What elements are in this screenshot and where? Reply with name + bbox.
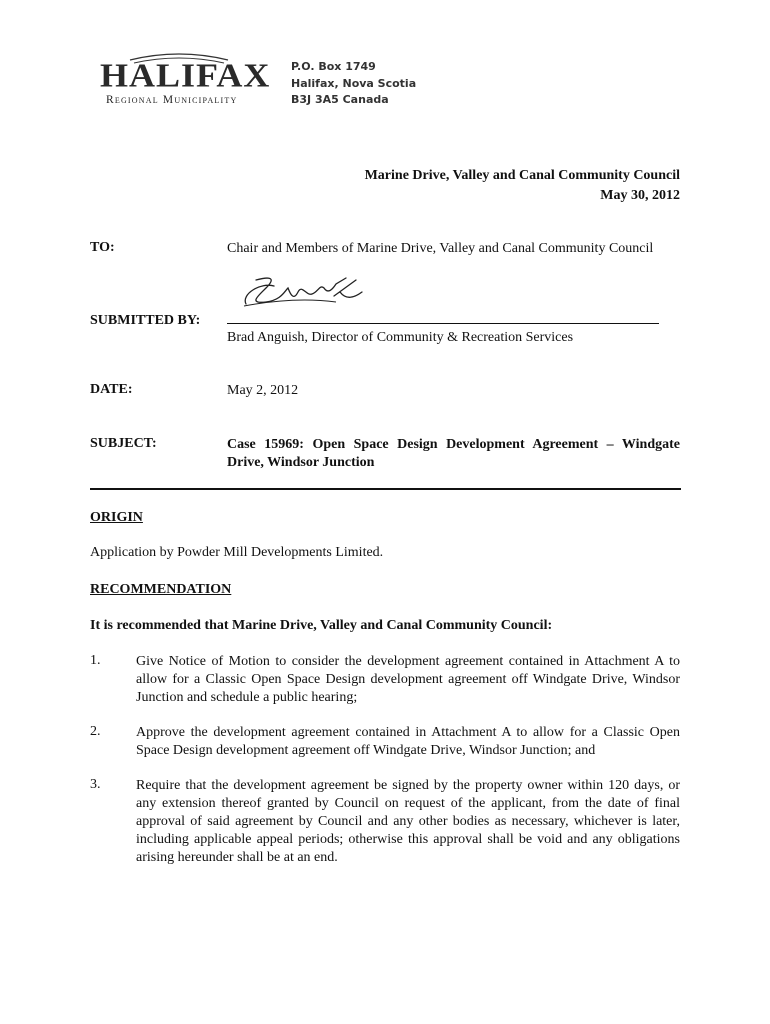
subject-value: Case 15969: Open Space Design Development Agreement – Windgate Drive, Windsor Junction [227,437,680,470]
header-divider [90,488,681,490]
origin-heading: ORIGIN [90,510,143,525]
logo-subtitle: Regional Municipality [106,94,238,106]
list-item-number: 1. [90,653,101,668]
list-item: Give Notice of Motion to consider the development agreement contained in Attachment A to allow for a Classic Open Space Design development agreement off Windgate Drive, Windsor Junction and schedule a public hearing; [136,654,680,705]
list-item: Approve the development agreement contained in Attachment A to allow for a Classic Open Space Design development agreement off Windgate Drive, Windsor Junction; and [136,725,680,758]
recommendation-heading: RECOMMENDATION [90,582,232,597]
signature-image [236,274,366,314]
meeting-date: May 30, 2012 [600,188,680,203]
to-label: TO: [90,240,115,255]
council-name: Marine Drive, Valley and Canal Community Council [364,168,680,183]
logo-wordmark: HALIFAX [100,56,271,94]
list-item-number: 3. [90,777,101,792]
to-value: Chair and Members of Marine Drive, Valley and Canal Community Council [227,241,654,256]
date-label: DATE: [90,382,133,397]
signature-line [227,323,659,324]
address-line: B3J 3A5 Canada [291,93,389,106]
submitter-name: Brad Anguish, Director of Community & Recreation Services [227,330,574,345]
recommendation-intro: It is recommended that Marine Drive, Valley and Canal Community Council: [90,618,553,633]
origin-text: Application by Powder Mill Developments Limited. [90,545,384,560]
submitted-by-label: SUBMITTED BY: [90,313,201,328]
list-item: Require that the development agreement be signed by the property owner within 120 days, or any extension thereof granted by Council on request of the applicant, from the date of final approval of said agreement by Council and any other bodies as necessary, whichever is later, including applicable appeal periods; otherwise this approval shall be void and any obligations arising hereunder shall be at an end. [136,778,680,865]
date-value: May 2, 2012 [227,383,299,398]
address-line: Halifax, Nova Scotia [291,76,417,90]
halifax-logo [100,50,271,112]
subject-label: SUBJECT: [90,436,157,451]
council-header [365,166,680,206]
list-item-number: 2. [90,724,101,739]
address-block [291,59,416,109]
address-line: P.O. Box 1749 [291,60,376,73]
